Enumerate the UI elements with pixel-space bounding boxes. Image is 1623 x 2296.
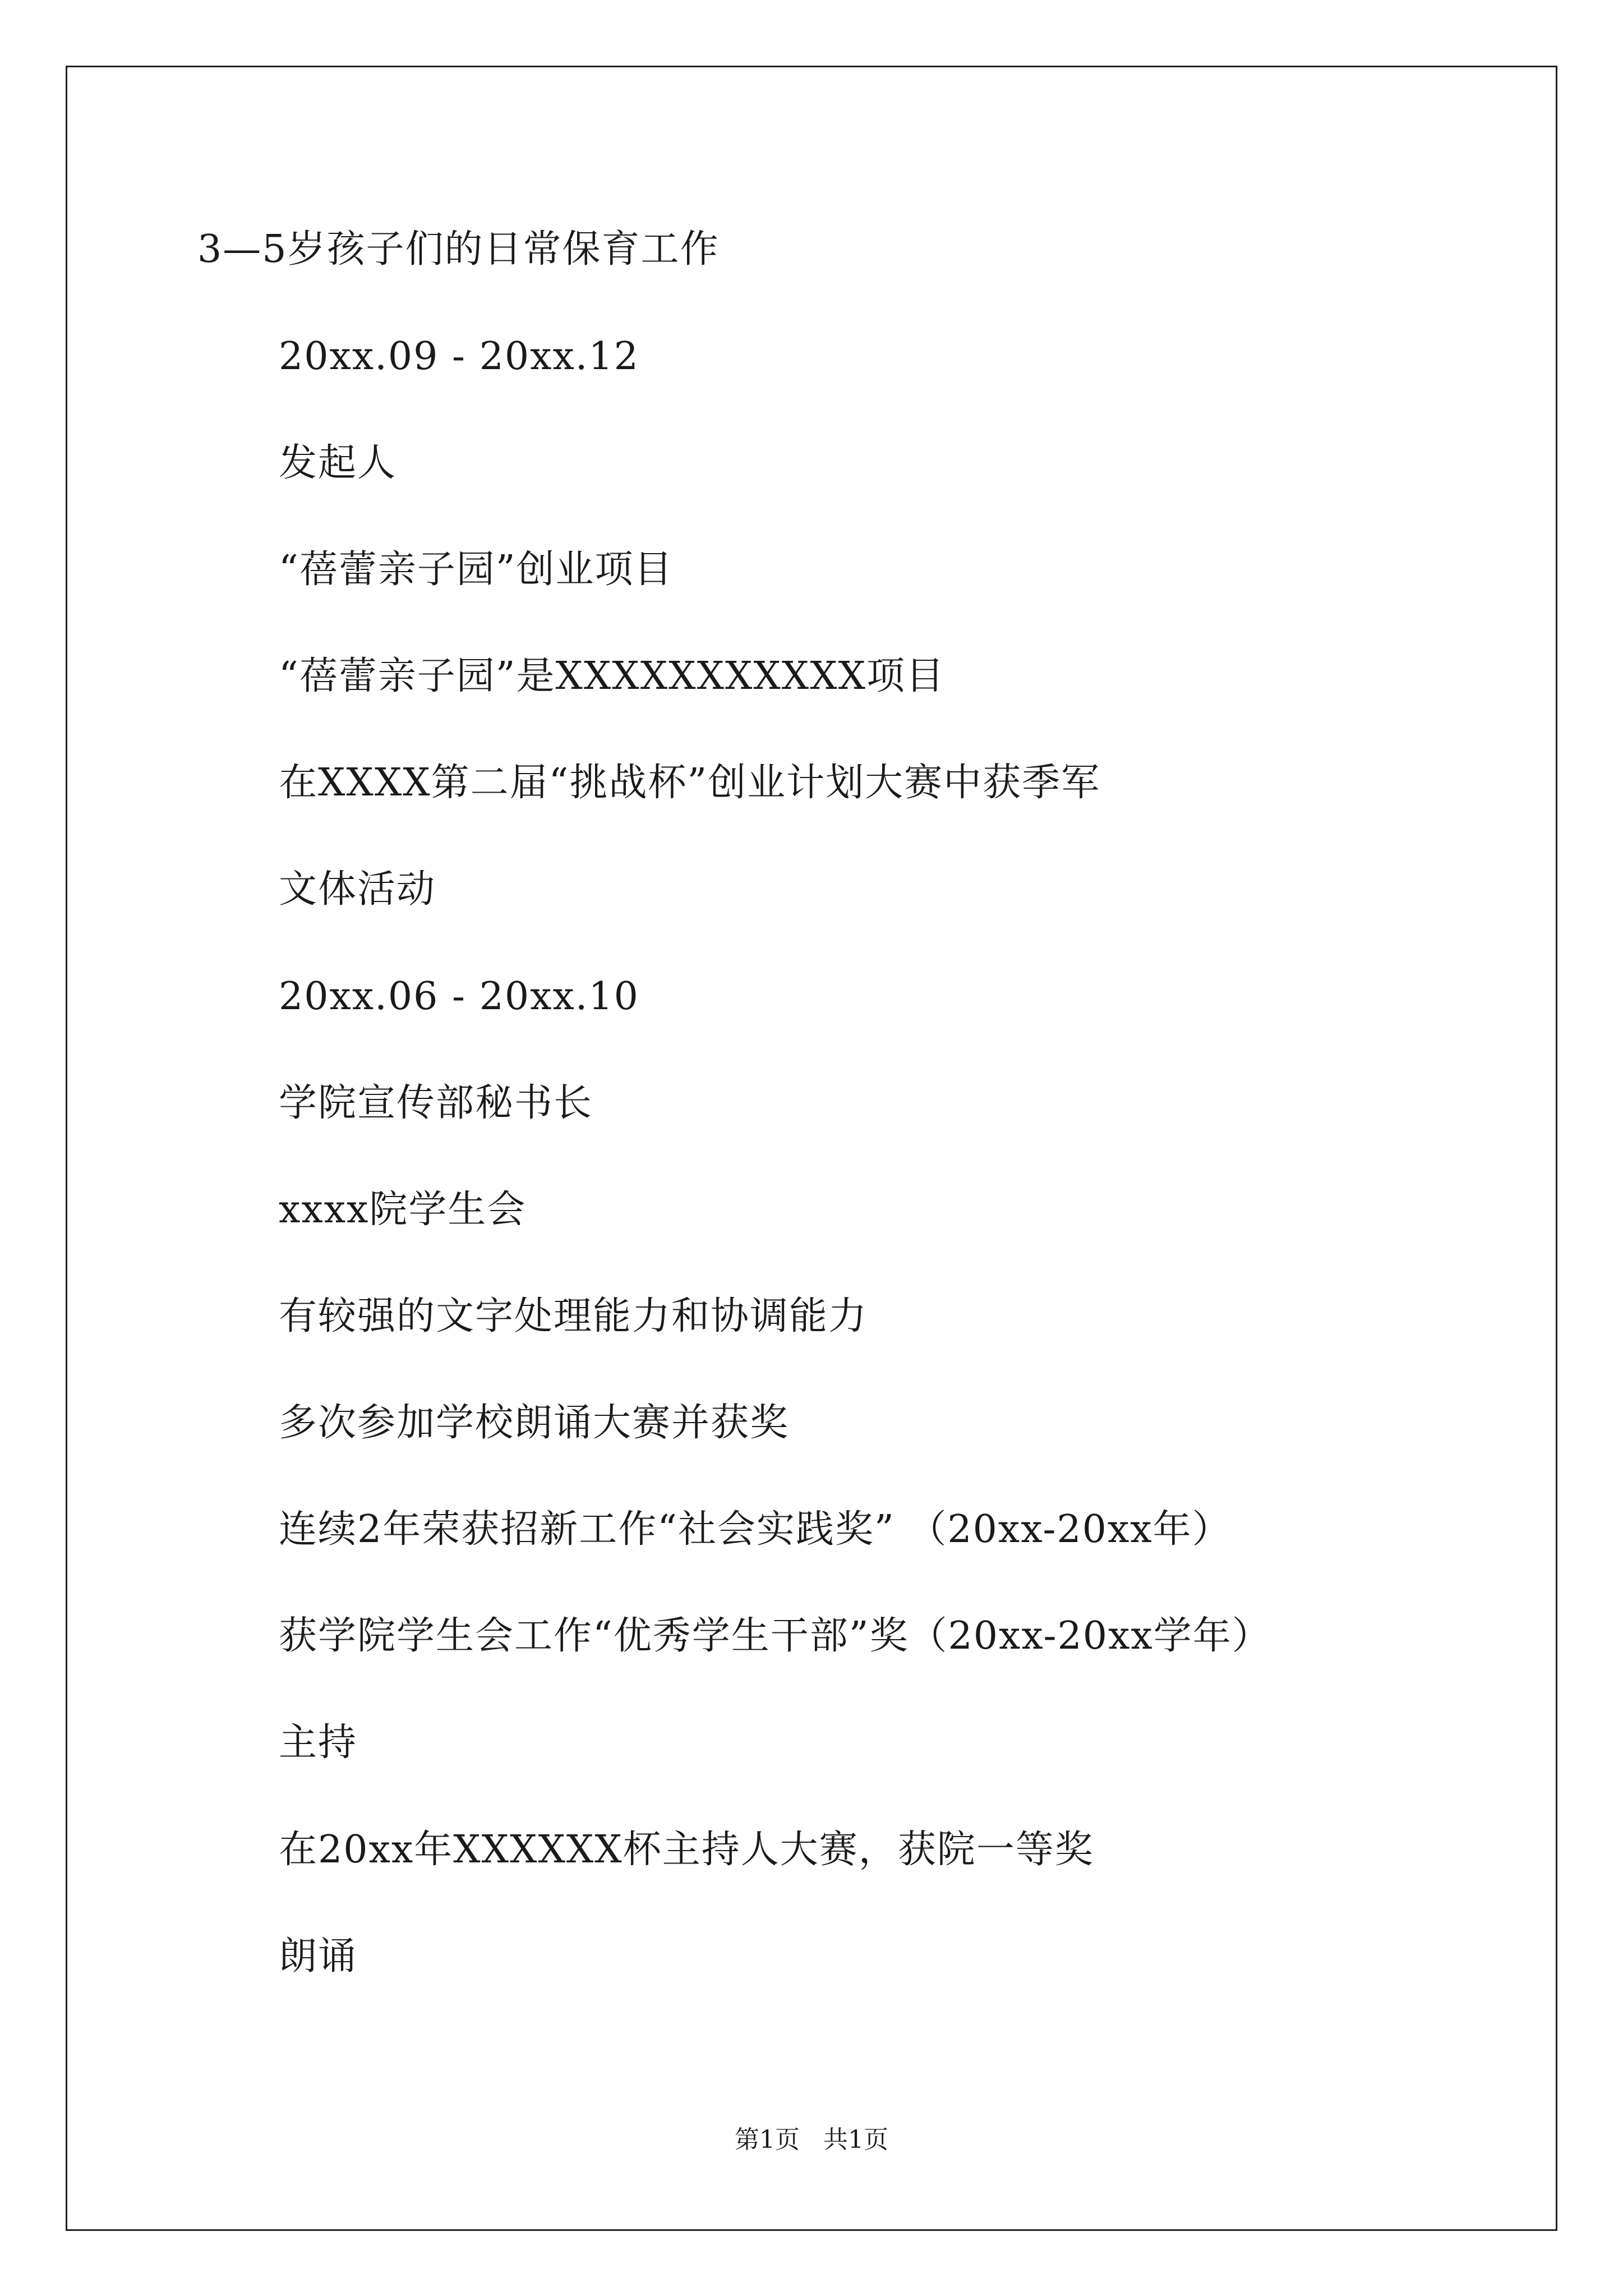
text-line: 发起人 [279, 441, 397, 485]
text-line: 获学院学生会工作“优秀学生干部”奖（20xx-20xx学年） [279, 1614, 1271, 1658]
text-line: 有较强的文字处理能力和协调能力 [279, 1294, 868, 1338]
text-line: 20xx.06 - 20xx.10 [279, 974, 639, 1019]
text-line: 连续2年荣获招新工作“社会实践奖” （20xx-20xx年） [279, 1507, 1232, 1552]
page-border [66, 66, 1557, 2231]
text-line: 学院宣传部秘书长 [279, 1081, 593, 1125]
text-line: xxxx院学生会 [279, 1188, 527, 1232]
text-line: “蓓蕾亲子园”创业项目 [279, 547, 674, 592]
text-line: 朗诵 [279, 1934, 358, 1978]
page-number: 第1页 共1页 [735, 2125, 888, 2154]
text-line: 在XXXX第二届“挑战杯”创业计划大赛中获季军 [279, 761, 1101, 805]
text-line: 20xx.09 - 20xx.12 [279, 334, 639, 379]
text-line: 主持 [279, 1720, 358, 1765]
text-line: “蓓蕾亲子园”是XXXXXXXXXXX项目 [279, 654, 946, 698]
text-line: 多次参加学校朗诵大赛并获奖 [279, 1401, 790, 1445]
text-line: 在20xx年XXXXXX杯主持人大赛，获院一等奖 [279, 1828, 1094, 1872]
text-line: 3—5岁孩子们的日常保育工作 [197, 227, 720, 272]
text-line: 文体活动 [279, 867, 436, 912]
